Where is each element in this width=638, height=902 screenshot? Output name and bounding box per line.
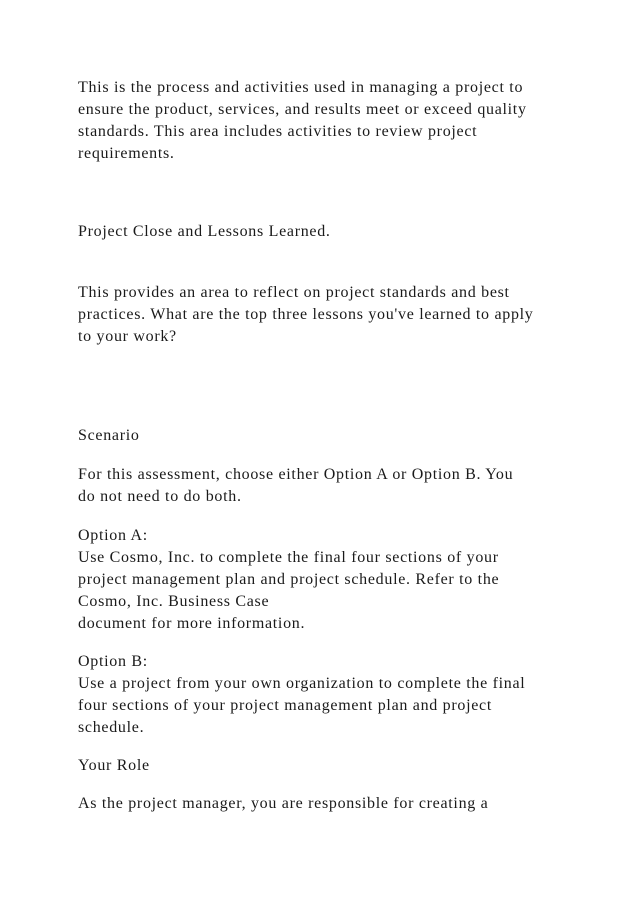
text-line: Use Cosmo, Inc. to complete the final four sections of your [78,549,499,566]
option-b-label: Option B: [78,653,148,670]
text-line: Cosmo, Inc. Business Case [78,593,270,610]
text-line: document for more information. [78,615,306,632]
text-line: do not need to do both. [78,488,242,505]
close-heading: Project Close and Lessons Learned. [78,223,331,240]
text-line: schedule. [78,719,145,736]
text-line: ensure the product, services, and results meet or exceed quality [78,101,527,118]
text-line: For this assessment, choose either Option A or Option B. You [78,466,514,483]
option-a-label: Option A: [78,527,148,544]
text-line: project management plan and project schedule. Refer to the [78,571,500,588]
role-heading: Your Role [78,757,150,774]
text-line: This is the process and activities used in managing a project to [78,79,524,96]
text-line: Use a project from your own organization to complete the final [78,675,526,692]
text-line: As the project manager, you are responsible for creating a [78,795,489,812]
text-line: four sections of your project management plan and project [78,697,492,714]
text-line: to your work? [78,328,177,345]
text-line: standards. This area includes activities to review project [78,123,478,140]
text-line: This provides an area to reflect on project standards and best [78,284,510,301]
scenario-heading: Scenario [78,427,140,444]
text-line: practices. What are the top three lessons you've learned to apply [78,306,534,323]
text-line: requirements. [78,145,175,162]
